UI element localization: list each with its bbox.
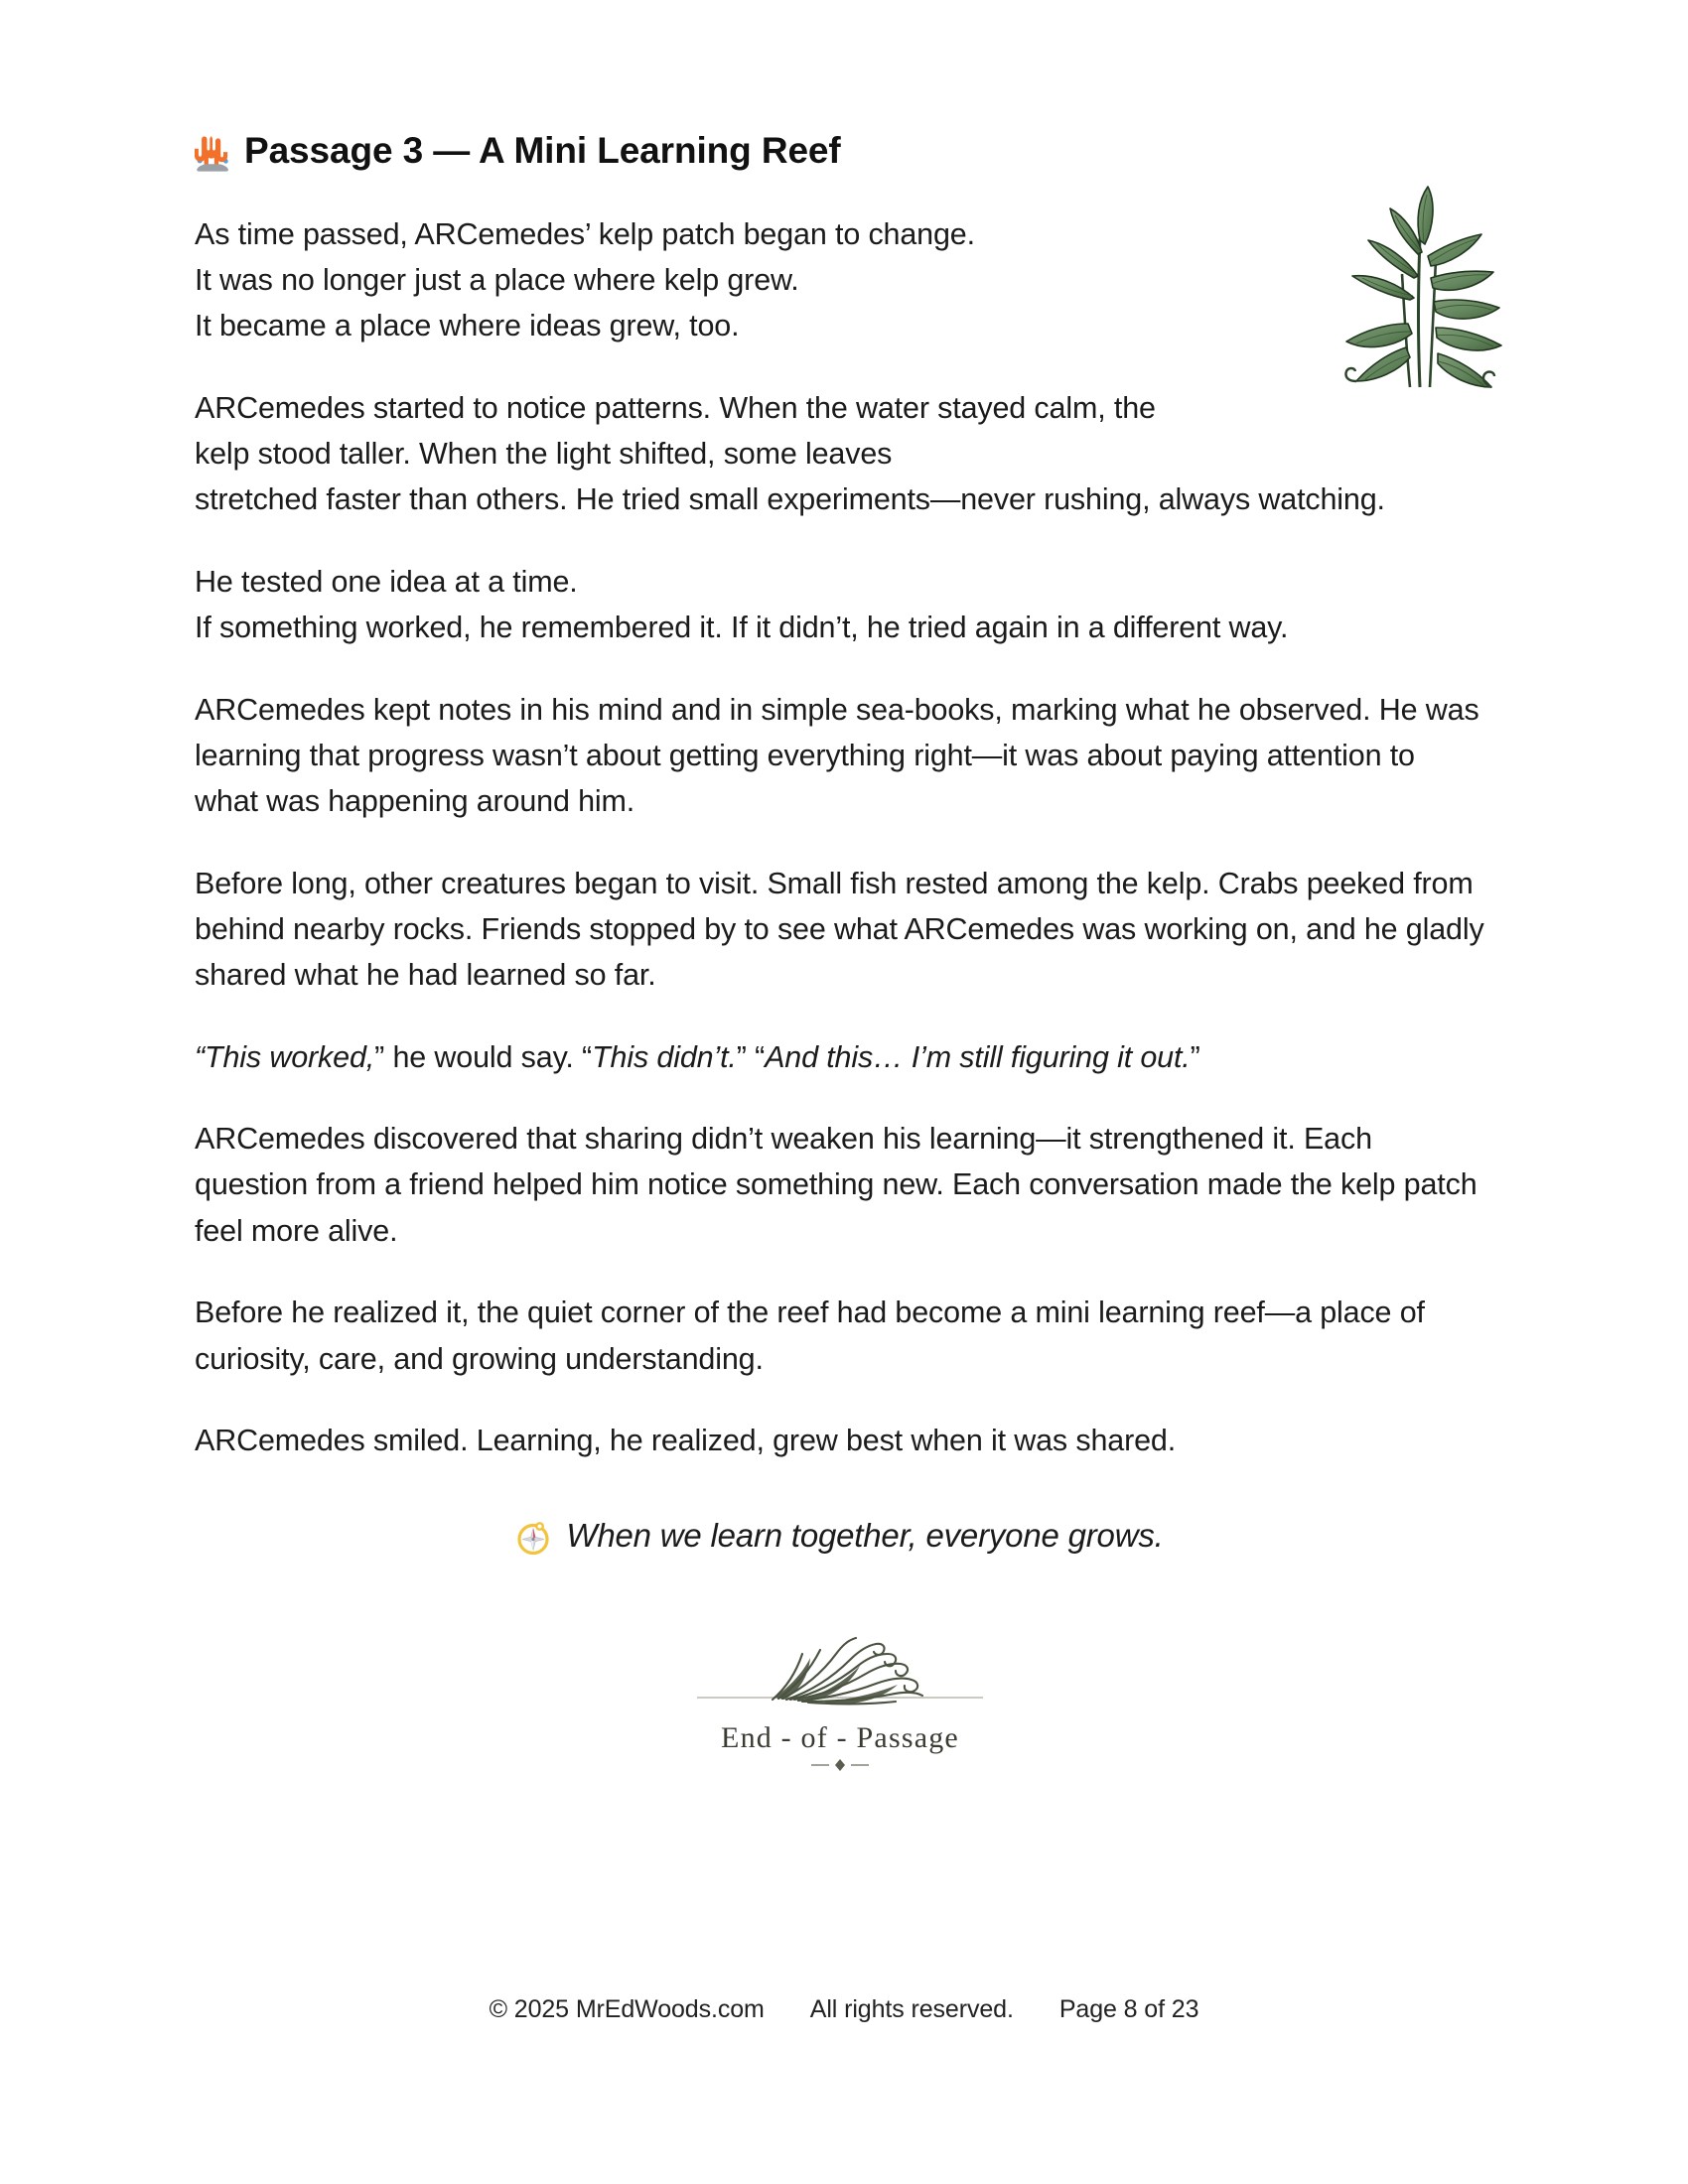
quote-line (195, 1034, 1485, 1080)
quote-phrase-1: This worked, (205, 1039, 375, 1074)
paragraph-6: ARCemedes discovered that sharing didn’t weaken his learning—it strengthened it. Each question from a friend helped him notice something new. Each conversation made the kelp patch feel more alive. (195, 1122, 1477, 1248)
paragraph-1 (195, 211, 1485, 349)
paragraph-2-segment-b: stretched faster than others. He tried small experiments—never rushing, always watching. (195, 482, 1385, 517)
page-content (195, 131, 1485, 1773)
paragraph-4: ARCemedes kept notes in his mind and in simple sea-books, marking what he observed. He was learning that progress wasn’t about getting everything right—it was about paying attention to what was happening around him. (195, 692, 1479, 819)
footer-copyright: © 2025 MrEdWoods.com (489, 1995, 765, 2023)
quote-phrase-2: This didn’t. (592, 1039, 737, 1074)
footer-page-number: Page 8 of 23 (1058, 1995, 1199, 2023)
paragraph-5: Before long, other creatures began to visit. Small fish rested among the kelp. Crabs peeked from behind nearby rocks. Friends stopped by to see what ARCemedes was working on, and he gladly shared what he had learned so far. (195, 866, 1484, 993)
tagline (195, 1517, 1485, 1555)
page-title-text: Passage 3 — A Mini Learning Reef (244, 130, 841, 171)
quote-open: “ (195, 1039, 206, 1074)
paragraph-2 (195, 385, 1485, 523)
tagline-text: When we learn together, everyone grows. (566, 1517, 1164, 1555)
paragraph-7: Before he realized it, the quiet corner of the reef had become a mini learning reef—a place of curiosity, care, and growing understanding. (195, 1296, 1425, 1376)
quote-attribution-2: ” “ (736, 1039, 766, 1074)
paragraph-2-segment-a: ARCemedes started to notice patterns. When the water stayed calm, the kelp stood taller. When the light shifted, some leaves (195, 390, 1156, 472)
paragraph-1-line-1: As time passed, ARCemedes’ kelp patch began to change. (195, 216, 975, 251)
end-of-passage-label: End - of - Passage (721, 1721, 959, 1755)
coral-icon (195, 132, 230, 172)
footer-rights: All rights reserved. (809, 1995, 1014, 2023)
paragraph-8: ARCemedes smiled. Learning, he realized, grew best when it was shared. (195, 1423, 1177, 1457)
paragraph-3-line-1: He tested one idea at a time. (195, 564, 578, 599)
page-footer (0, 1995, 1688, 2024)
paragraph-3-line-2: If something worked, he remembered it. If it didn’t, he tried again in a different way. (195, 611, 1289, 645)
quote-close: ” (1190, 1039, 1200, 1074)
compass-icon (516, 1521, 550, 1555)
diamond-ornament (805, 1757, 875, 1773)
paragraph-1-line-3: It became a place where ideas grew, too. (195, 309, 740, 343)
paragraph-1-line-2: It was no longer just a place where kelp grew. (195, 263, 799, 298)
end-of-passage-block (691, 1632, 989, 1773)
page-title (195, 131, 1485, 172)
paragraph-3 (195, 559, 1485, 651)
quote-attribution-1: ” he would say. “ (374, 1039, 593, 1074)
seaweed-flourish-illustration (691, 1632, 989, 1717)
quote-phrase-3: And this… I’m still figuring it out. (765, 1039, 1191, 1074)
